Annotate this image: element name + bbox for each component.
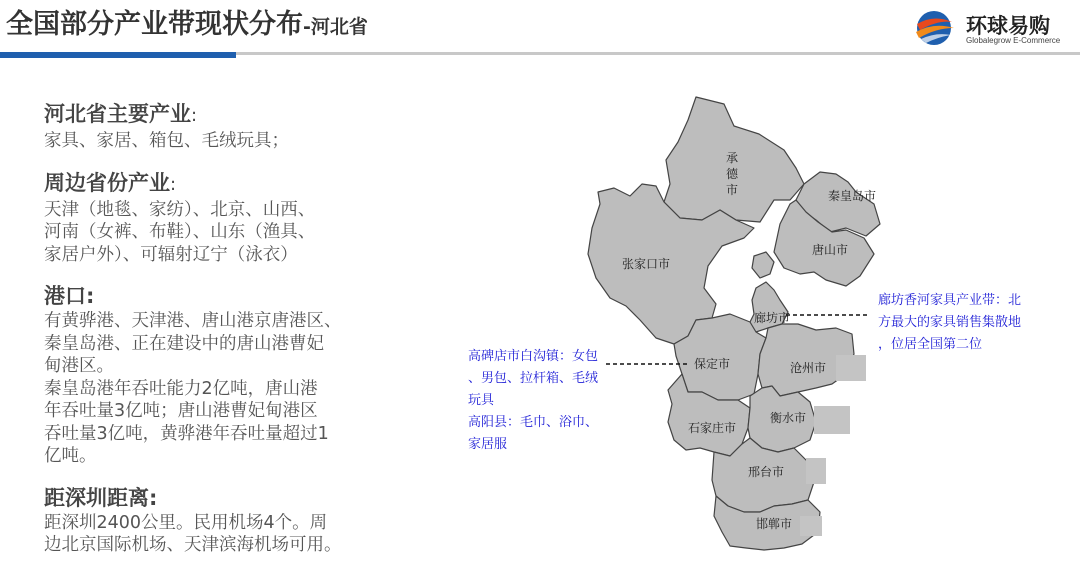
section-body: 家具、家居、箱包、毛绒玩具； bbox=[44, 131, 289, 151]
page-title-sub: -河北省 bbox=[303, 16, 368, 38]
section-heading: 距深圳距离: bbox=[44, 485, 158, 510]
section-heading: 港口: bbox=[44, 284, 95, 308]
page-title-main: 全国部分产业带现状分布 bbox=[6, 9, 303, 40]
logo-brand: 环球易购 bbox=[966, 14, 1050, 38]
city-label-cangzhou: 沧州市 bbox=[789, 361, 827, 375]
section-body: 距深圳2400公里。民用机场4个。周 边北京国际机场、天津滨海机场可用。 bbox=[44, 512, 342, 555]
city-label-baoding: 保定市 bbox=[693, 357, 731, 371]
section-body: 有黄骅港、天津港、唐山港京唐港区、 秦皇岛港、正在建设中的唐山港曹妃 甸港区。 秦皇岛港年吞吐能力2亿吨，唐山港 年吞吐量3亿吨；唐山港曹妃甸港区 吞吐量3亿吨，黄骅港年吞吐量超过1 亿吨。 bbox=[44, 311, 342, 466]
city-label-hengshui: 衡水市 bbox=[769, 411, 807, 425]
section-main-industries: 河北省主要产业: 家具、家居、箱包、毛绒玩具； bbox=[44, 100, 374, 153]
city-label-qinhuangdao: 秦皇岛市 bbox=[827, 189, 877, 203]
section-neighbor-industries: 周边省份产业: 天津（地毯、家纺）、北京、山西、 河南（女裤、布鞋）、山东（渔具、 家居户外）、可辐射辽宁（泳衣） bbox=[44, 169, 374, 267]
section-heading: 周边省份产业 bbox=[44, 170, 170, 195]
city-label-langfang: 廊坊市 bbox=[753, 311, 791, 325]
city-label-zhangjiakou: 张家口市 bbox=[621, 257, 671, 271]
section-heading: 河北省主要产业 bbox=[44, 102, 191, 126]
city-label-chengde-3: 市 bbox=[725, 183, 739, 197]
section-body: 天津（地毯、家纺）、北京、山西、 河南（女裤、布鞋）、山东（渔具、 家居户外）、可辐射辽宁（泳衣） bbox=[44, 199, 316, 265]
city-label-handan: 邯郸市 bbox=[755, 517, 793, 531]
annotation-langfang: 廊坊香河家具产业带：北 方最大的家具销售集散地 ，位居全国第二位 bbox=[878, 293, 1022, 352]
annotation-baoding: 高碑店市白沟镇：女包 、男包、拉杆箱、毛绒 玩具 高阳县：毛巾、浴巾、 家居服 bbox=[468, 349, 599, 452]
city-label-shijiazhuang: 石家庄市 bbox=[687, 421, 737, 435]
city-label-xingtai: 邢台市 bbox=[747, 465, 785, 479]
city-label-tangshan: 唐山市 bbox=[811, 243, 849, 257]
city-label-chengde-1: 承 bbox=[725, 151, 739, 165]
logo-tagline: Globalegrow E-Commerce bbox=[966, 36, 1061, 45]
city-label-chengde-2: 德 bbox=[725, 167, 739, 181]
